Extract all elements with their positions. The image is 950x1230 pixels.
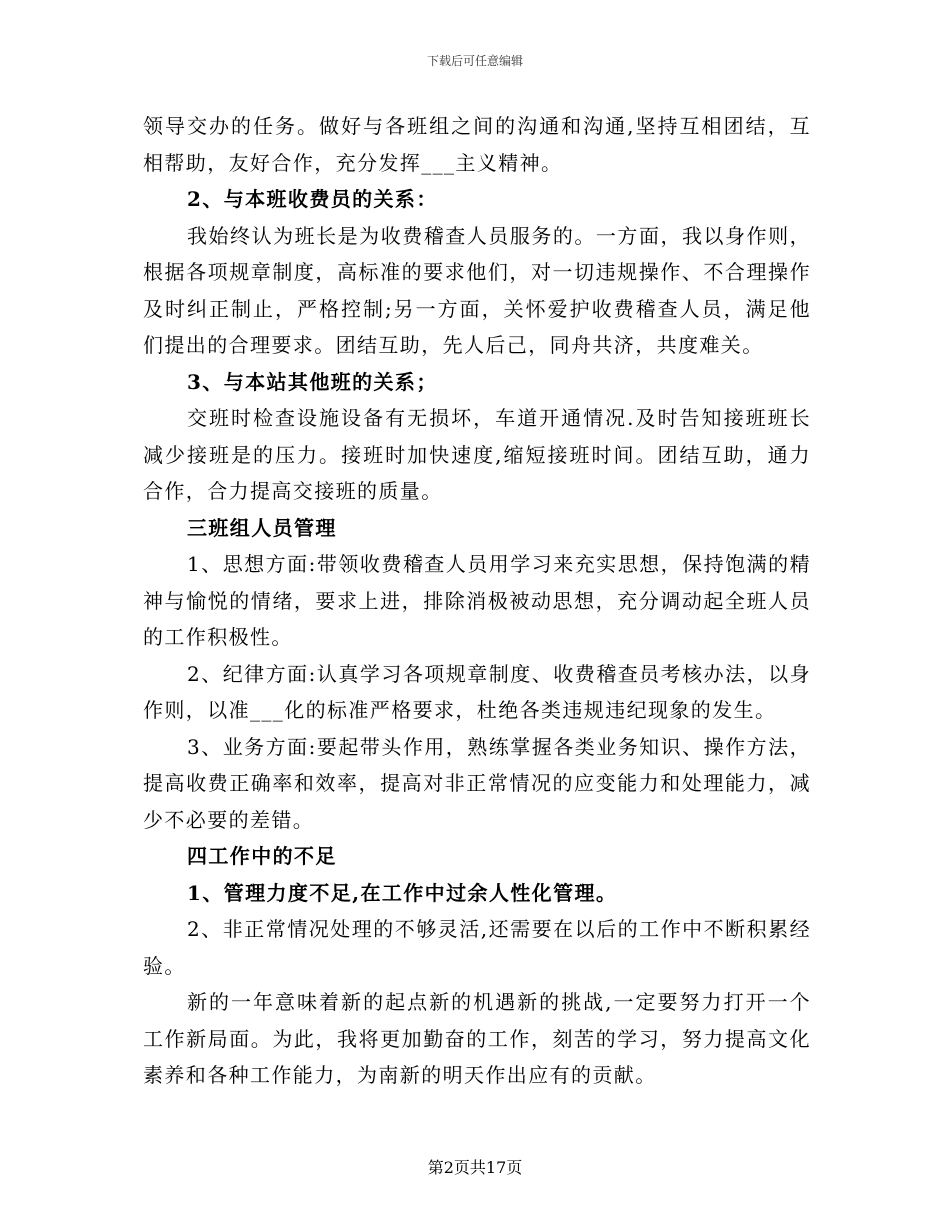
- paragraph-12: 2、非正常情况处理的不够灵活,还需要在以后的工作中不断积累经验。: [143, 917, 811, 978]
- paragraph-5: 交班时检查设施设备有无损坏，车道开通情况.及时告知接班班长减少接班是的压力。接班时加快速度,缩短接班时间。团结互助，通力合作，合力提高交接班的质量。: [143, 406, 811, 503]
- section-heading-11: 1、管理力度不足,在工作中过余人性化管理。: [187, 880, 618, 905]
- paragraph-13: 新的一年意味着新的起点新的机遇新的挑战,一定要努力打开一个工作新局面。为此，我将更加勤奋的工作，刻苦的学习，努力提高文化素养和各种工作能力，为南新的明天作出应有的贡献。: [143, 990, 811, 1087]
- paragraph-9: 3、业务方面:要起带头作用，熟练掌握各类业务知识、操作方法，提高收费正确率和效率，提高对非正常情况的应变能力和处理能力，减少不必要的差错。: [143, 734, 811, 832]
- paragraph-1: 领导交办的任务。做好与各班组之间的沟通和沟通,坚持互相团结，互相帮助，友好合作，充分发挥___主义精神。: [143, 114, 811, 175]
- section-heading-2: 2、与本班收费员的关系：: [187, 187, 438, 211]
- section-heading-4: 3、与本站其他班的关系；: [187, 369, 438, 394]
- section-heading-6: 三班组人员管理: [187, 515, 337, 540]
- section-heading-10: 四工作中的不足: [187, 844, 337, 868]
- page-footer: 第2页共17页: [427, 1158, 523, 1177]
- paragraph-3: 我始终认为班长是为收费稽查人员服务的。一方面，我以身作则，根据各项规章制度，高标准的要求他们，对一切违规操作、不合理操作及时纠正制止，严格控制;另一方面，关怀爱护收费稽查人员，满足他们提出的合理要求。团结互助，先人后己，同舟共济，共度难关。: [143, 223, 811, 357]
- paragraph-7: 1、思想方面:带领收费稽查人员用学习来充实思想，保持饱满的精神与愉悦的情绪，要求上进，排除消极被动思想，充分调动起全班人员的工作积极性。: [143, 552, 811, 649]
- paragraph-8: 2、纪律方面:认真学习各项规章制度、收费稽查员考核办法，以身作则，以准___化的标准严格要求，杜绝各类违规违纪现象的发生。: [143, 661, 811, 722]
- document-body: [143, 108, 811, 1094]
- page-header: 下载后可任意编辑: [426, 54, 523, 68]
